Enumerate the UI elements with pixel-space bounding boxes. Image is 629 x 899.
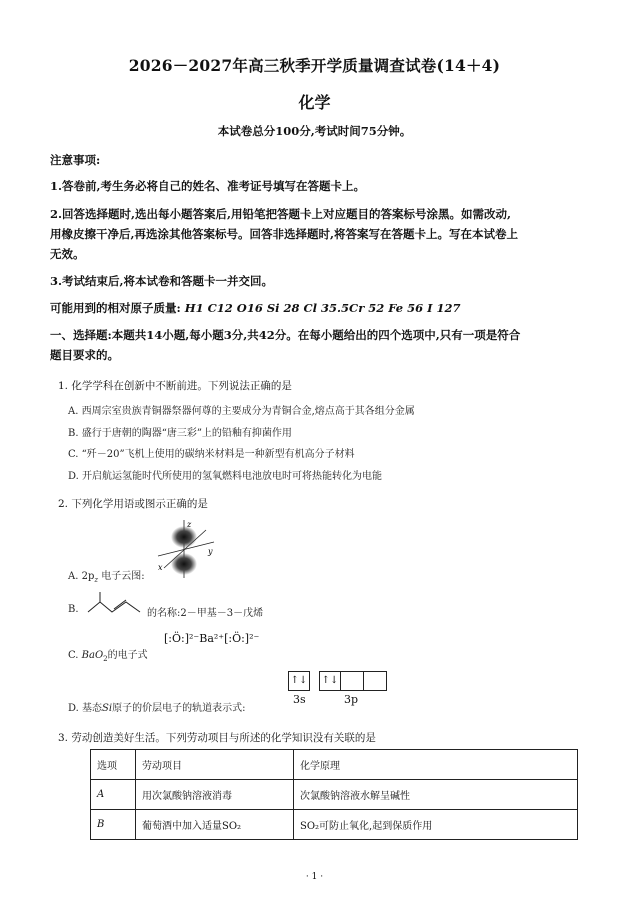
notice-item-2-line3: 无效。 <box>50 247 85 261</box>
notice-item-2-line2: 用橡皮擦干净后,再选涂其他答案标号。回答非选择题时,将答案写在答题卡上。写在本试卷上 <box>50 227 519 241</box>
atomic-mass-label: 可能用到的相对原子质量: <box>50 301 181 315</box>
q2-d-suffix: 原子的价层电子的轨道表示式: <box>112 703 246 714</box>
q2-c-formula: BaO <box>81 650 104 661</box>
electron-formula: [:Ö:]²⁻Ba²⁺[:Ö:]²⁻ <box>164 632 260 645</box>
table-row <box>91 780 578 810</box>
orbital-3p-box-3 <box>363 671 387 691</box>
orbital-3s-label: 3s <box>293 693 306 706</box>
q3-stem: 3. 劳动创造美好生活。下列劳动项目与所述的化学知识没有关联的是 <box>58 732 376 744</box>
q2-a-prefix: A. 2p <box>68 571 95 582</box>
orbital-3p-label: 3p <box>344 693 359 706</box>
table-header-cell: 劳动项目 <box>136 750 294 780</box>
orbital-3s-box: ↑↓ <box>288 671 310 691</box>
table-header-row <box>91 750 578 780</box>
q1-stem: 1. 化学学科在创新中不断前进。下列说法正确的是 <box>58 380 292 392</box>
q2-option-c <box>68 646 148 663</box>
notice-item-3: 3.考试结束后,将本试卷和答题卡一并交回。 <box>50 274 274 288</box>
axis-x-label: x <box>158 563 163 572</box>
q1-option-c: C. “歼－20”飞机上使用的碳纳米材料是一种新型有机高分子材料 <box>68 449 355 460</box>
table-row <box>91 810 578 840</box>
table-cell: SO₂可防止氧化,起到保质作用 <box>294 810 578 840</box>
axis-z-label: z <box>187 520 192 529</box>
skeletal-formula <box>82 592 148 616</box>
atomic-mass-values: H1 C12 O16 Si 28 Cl 35.5Cr 52 Fe 56 I 127 <box>184 301 461 315</box>
orbital-3p-box-2 <box>340 671 364 691</box>
q1-option-d: D. 开启航运氢能时代所使用的氢氧燃料电池放电时可将热能转化为电能 <box>68 471 383 482</box>
q2-option-d <box>68 699 245 714</box>
table-cell: A <box>91 780 136 810</box>
section1-line1: 一、选择题:本题共14小题,每小题3分,共42分。在每小题给出的四个选项中,只有一项是符合 <box>50 328 521 342</box>
q2-c-prefix: C. <box>68 650 82 661</box>
q2-b-name: 的名称:2－甲基－3－戊烯 <box>147 608 264 619</box>
table-header-cell: 化学原理 <box>294 750 578 780</box>
q2-d-atom: Si <box>102 703 113 714</box>
table-cell: 次氯酸钠溶液水解呈碱性 <box>294 780 578 810</box>
q2-b-prefix: B. <box>68 604 79 615</box>
q2-d-prefix: D. 基态 <box>68 703 103 714</box>
q2-a-suffix: 电子云图: <box>98 571 145 582</box>
q2-a-sub: z <box>94 576 99 584</box>
axis-y-label: y <box>208 547 213 556</box>
table-cell: 用次氯酸钠溶液消毒 <box>136 780 294 810</box>
exam-meta: 本试卷总分100分,考试时间75分钟。 <box>217 124 412 138</box>
table-cell: B <box>91 810 136 840</box>
electron-cloud-diagram <box>150 518 220 580</box>
notice-heading: 注意事项: <box>50 153 101 167</box>
q2-c-sub: 2 <box>103 655 108 663</box>
q2-option-a <box>68 567 145 584</box>
q3-table <box>90 749 578 840</box>
q1-option-a: A. 西周宗室贵族青铜器祭器何尊的主要成分为青铜合金,熔点高于其各组分金属 <box>68 406 415 417</box>
atomic-mass-line <box>50 300 461 316</box>
q1-option-b: B. 盛行于唐朝的陶器“唐三彩”上的铅釉有抑菌作用 <box>68 428 292 439</box>
orbital-3p-box-1: ↑↓ <box>319 671 341 691</box>
table-cell: 葡萄酒中加入适量SO₂ <box>136 810 294 840</box>
subject-title: 化学 <box>298 93 331 112</box>
section1-line2: 题目要求的。 <box>50 348 119 362</box>
page-number: · 1 · <box>305 872 324 882</box>
notice-item-1: 1.答卷前,考生务必将自己的姓名、准考证号填写在答题卡上。 <box>50 179 366 193</box>
notice-item-2-line1: 2.回答选择题时,选出每小题答案后,用铅笔把答题卡上对应题目的答案标号涂黑。如需改动, <box>50 207 512 221</box>
q2-c-suffix: 的电子式 <box>107 650 148 661</box>
exam-title: 2026－2027年高三秋季开学质量调查试卷(14＋4) <box>128 56 501 75</box>
table-header-cell: 选项 <box>91 750 136 780</box>
q2-stem: 2. 下列化学用语或图示正确的是 <box>58 498 208 510</box>
